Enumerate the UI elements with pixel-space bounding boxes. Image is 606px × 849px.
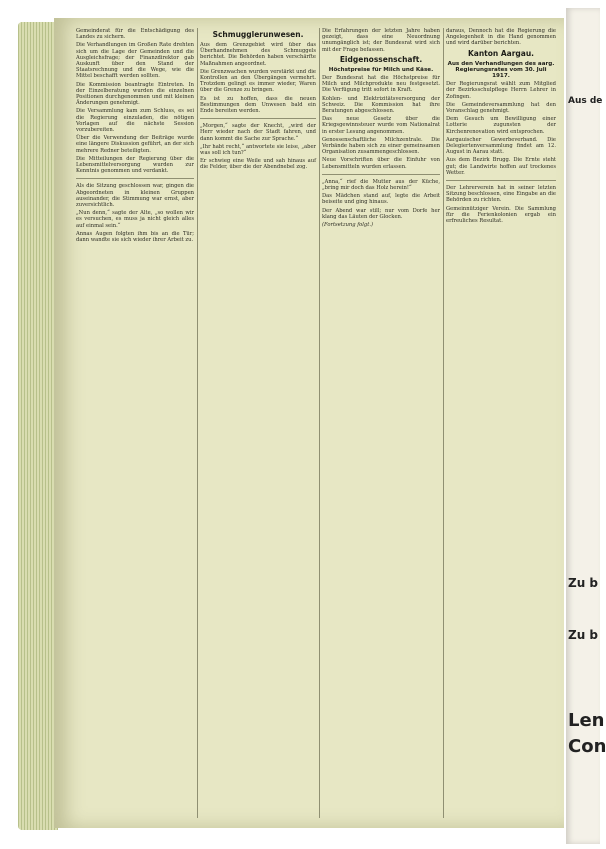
article-headline: Schmugglerunwesen. [212,30,304,39]
column-rule [443,28,444,818]
story-paragraph: Das Mädchen stand auf, legte die Arbeit beiseite und ging hinaus. [322,193,440,206]
story-paragraph: Er schwieg eine Weile und sah hinaus auf die Felder, über die der Abendnebel zog. [200,158,316,171]
divider [76,178,194,179]
paragraph: Der Regierungsrat wählt zum Mitglied der Bezirksschulpflege Herrn Lehrer in Zofingen. [446,81,556,100]
facing-page-fragment: Zu b [568,628,599,642]
canton-news-column [446,28,556,818]
paragraph: Die Grenzwachen wurden verstärkt und die Kontrollen an den Übergängen vermehrt. Trotzdem gelingt es immer wieder, Waren über die Grenze zu bringen. [200,68,316,94]
serial-column [200,28,316,818]
paragraph: Aus dem Bezirk Brugg. Die Ernte steht gut; die Landwirte hoffen auf trockenes Wetter. [446,157,556,176]
facing-page-fragment: Zu b [568,576,599,590]
facing-page-fragment: Len [568,710,605,731]
divider [200,118,316,119]
continued-note: (Fortsetzung folgt.) [322,222,374,229]
paragraph: Der Lehrerverein hat in seiner letzten Sitzung beschlossen, eine Eingabe an die Behörden zu richten. [446,185,556,204]
paragraph: Genossenschaftliche Milchzentrale. Die Verbände haben sich zu einer gemeinsamen Organisation zusammengeschlossen. [322,136,440,156]
paragraph: Aus dem Grenzgebiet wird über das Überhandnehmen des Schmuggels berichtet. Die Behörden haben verschärfte Maßnahmen angeordnet. [200,42,316,67]
left-news-column [76,28,194,818]
story-paragraph: „Anna,“ rief die Mutter aus der Küche, „bring mir doch das Holz herein!“ [322,178,440,192]
story-paragraph: Annas Augen folgten ihm bis an die Tür; dann wandte sie sich wieder ihrer Arbeit zu. [76,230,194,244]
paragraph: Gemeinderat für die Entschädigung des Landes zu sichern. [76,28,194,41]
article-headline: Kanton Aargau. [467,48,535,58]
paragraph: Die Kommission beantragte Eintreten. In der Einzelberatung wurden die einzelnen Positionen durchgenommen und mit kleinen Änderungen genehmigt. [76,81,194,107]
column-rule [319,28,320,818]
newspaper-page [54,18,564,828]
paragraph: Es ist zu hoffen, dass die neuen Bestimmungen dem Unwesen bald ein Ende bereiten werden. [200,95,316,115]
story-paragraph: Als die Sitzung geschlossen war, gingen die Abgeordneten in kleinen Gruppen auseinander, die Stimmung war ernst, aber zuversichtlich. [76,183,194,209]
article-subheading: Aus den Verhandlungen des aarg. Regierungsrates vom 30. Juli 1917. [447,60,555,80]
divider [446,180,556,181]
story-paragraph: „Morgen,“ sagte der Knecht, „wird der Herr wieder nach der Stadt fahren, und dann kommt die Sache zur Sprache.“ [200,123,316,142]
divider [322,174,440,175]
paragraph: Die Gemeindeversammlung hat den Voranschlag genehmigt. [446,101,556,115]
paragraph: Kohlen- und Elektrizitätsversorgung der Schweiz. Die Kommission hat ihre Beratungen abgeschlossen. [322,95,440,115]
paragraph: Die Versammlung kam zum Schluss, es sei die Regierung einzuladen, die nötigen Vorlagen auf die nächste Session vorzubereiten. [76,108,194,134]
paragraph: Die Erfahrungen der letzten Jahre haben gezeigt, dass eine Neuordnung unumgänglich ist; der Bundesrat wird sich mit der Frage befassen. [322,28,440,53]
column-rule [197,28,198,818]
paragraph: Gemeinnütziger Verein. Die Sammlung für die Ferienkolonien ergab ein erfreuliches Resultat. [446,205,556,225]
paragraph: Der Bundesrat hat die Höchstpreise für Milch und Milchprodukte neu festgesetzt. Die Verfügung tritt sofort in Kraft. [322,75,440,94]
story-paragraph: „Nun denn,“ sagte der Alte, „so wollen wir es versuchen, es muss ja nicht gleich alles auf einmal sein.“ [76,210,194,229]
paragraph: Dem Gesuch um Bewilligung einer Lotterie zugunsten der Kirchenrenovation wird entsprochen. [446,116,556,135]
article-subheading: Höchstpreise für Milch und Käse. [328,66,434,73]
facing-page-fragment: Aus de [568,96,603,106]
facing-page-edge [566,8,606,844]
paragraph: Neue Vorschriften über die Einfuhr von Lebensmitteln wurden erlassen. [322,157,440,170]
paragraph: Das neue Gesetz über die Kriegsgewinnsteuer wurde vom Nationalrat in erster Lesung angenommen. [322,116,440,135]
paragraph: Die Mitteilungen der Regierung über die Lebensmittelversorgung wurden zur Kenntnis genommen und verdankt. [76,155,194,175]
paragraph: Über die Verwendung der Beiträge wurde eine längere Diskussion geführt, an der sich mehrere Redner beteiligten. [76,135,194,154]
paragraph: Aargauischer Gewerbeverband. Die Delegiertenversammlung findet am 12. August in Aarau statt. [446,136,556,156]
paragraph: daraus, Dennoch hat die Regierung die Angelegenheit in die Hand genommen und wird darüber berichten. [446,28,556,47]
story-paragraph: „Ihr habt recht,“ antwortete sie leise, „aber was soll ich tun?“ [200,143,316,157]
book-page-edges [18,22,58,830]
article-headline: Eidgenossenschaft. [339,54,423,64]
paragraph: Die Verhandlungen im Großen Rate drehten sich um die Lage der Gemeinden und die Ausgleichsfrage; der Finanzdirektor gab Auskunft über den Stand der Staatsrechnung und die Wege, wie die Mittel beschafft werden sollten. [76,42,194,80]
facing-page-fragment: Con [568,736,606,757]
story-paragraph: Der Abend war still; nur vom Dorfe her klang das Läuten der Glocken. [322,207,440,220]
federal-news-column [322,28,440,818]
